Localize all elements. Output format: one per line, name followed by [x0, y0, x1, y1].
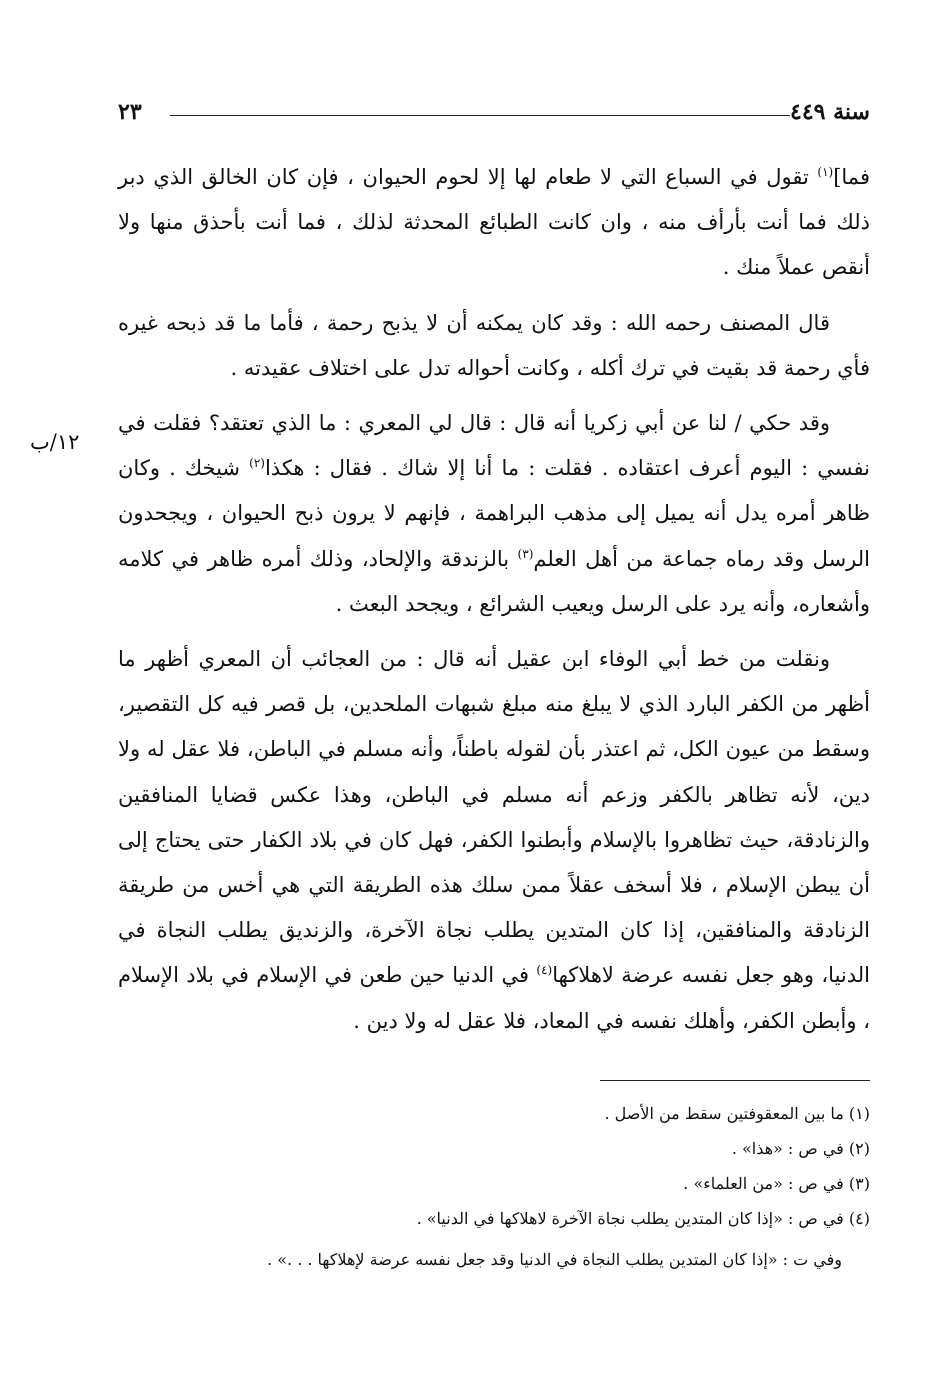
footnote-ref: (٤): [536, 963, 553, 978]
paragraph-3: وقد حكي / لنا عن أبي زكريا أنه قال : قال لي المعري : ما الذي تعتقد؟ فقلت في نفسي : اليوم أعرف اعتقاده . فقلت : ما أنا إلا شاك . فقال : هكذا$^{(٢)}$ شيخك . وكان ظاهر أمره يدل أنه يميل إلى مذهب البراهمة ، فإنهم لا يرون ذبح الحيوان ، ويجحدون الرسل وقد رماه جماعة من أهل العلم$^{(٣)}$ بالزندقة والإلحاد، وذلك أمره ظاهر في كلامه وأشعاره، وأنه يرد على الرسل ويعيب الشرائع ، ويجحد البعث .: [118, 411, 870, 616]
page-header: [118, 92, 870, 132]
footnote-2: (٢) في ص : «هذا» .: [731, 1139, 870, 1158]
manuscript-folio-note: ١٢/ب: [30, 430, 80, 454]
footnote-4-variant: وفي ت : «إذا كان المتدين يطلب النجاة في الدنيا وقد جعل نفسه عرضة لإهلاكها . . .» .: [267, 1250, 842, 1269]
footnote-rule: [600, 1080, 870, 1081]
footnote-ref: (٢): [249, 456, 265, 471]
paragraph-4: ونقلت من خط أبي الوفاء ابن عقيل أنه قال : من العجائب أن المعري أظهر ما أظهر من الكفر البارد الذي لا يبلغ منه مبلغ شبهات الملحدين، بل قصر فيه كل التقصير، وسقط من عيون الكل، ثم اعتذر بأن لقوله باطناً، وأنه مسلم في الباطن، فلا عقل له ولا دين، لأنه تظاهر بالكفر وزعم أنه مسلم في الباطن، وهذا عكس قضايا المنافقين والزنادقة، حيث تظاهروا بالإسلام وأبطنوا الكفر، فهل كان في بلاد الكفار حتى يحتاج إلى أن يبطن الإسلام ، فلا أسخف عقلاً ممن سلك هذه الطريقة التي هي أخس من طريقة الزنادقة والمنافقين، إذا كان المتدين يطلب نجاة الآخرة، والزنديق يطلب النجاة في الدنيا، وهو جعل نفسه عرضة لاهلاكها$^{(٤)}$ في الدنيا حين طعن في الإسلام في بلاد الإسلام ، وأبطن الكفر، وأهلك نفسه في المعاد، فلا عقل له ولا دين .: [118, 647, 871, 1033]
header-rule: [170, 115, 790, 116]
footnote-ref: (٣): [517, 546, 534, 561]
footnote-4: (٤) في ص : «إذا كان المتدين يطلب نجاة الآخرة لاهلاكها في الدنيا» .: [416, 1209, 870, 1228]
footnotes: [118, 1096, 870, 1277]
paragraph-2: قال المصنف رحمه الله : وقد كان يمكنه أن لا يذبح رحمة ، فأما ما قد ذبحه غيره فأي رحمة قد بقيت في ترك أكله ، وكانت أحواله تدل على اختلاف عقيدته .: [118, 310, 870, 380]
footnote-1: (١) ما بين المعقوفتين سقط من الأصل .: [604, 1104, 870, 1123]
main-text: [118, 155, 870, 1044]
page-number: ٢٣: [118, 99, 142, 125]
paragraph-1: فما]$^{(١)}$ تقول في السباع التي لا طعام لها إلا لحوم الحيوان ، فإن كان الخالق الذي دبر ذلك فما أنت بأرأف منه ، وان كانت الطبائع المحدثة لذلك ، فما أنت بأحذق منها ولا أنقص عملاً منك .: [118, 165, 870, 280]
running-title: سنة ٤٤٩: [790, 99, 870, 125]
footnote-ref: (١): [817, 165, 834, 179]
footnote-3: (٣) في ص : «من العلماء» .: [683, 1174, 870, 1193]
